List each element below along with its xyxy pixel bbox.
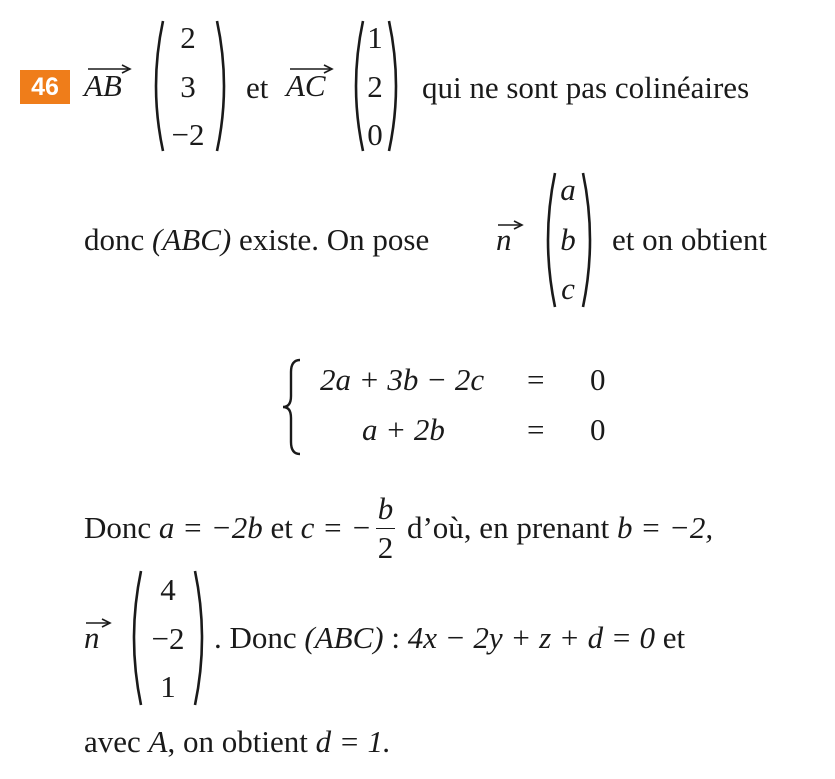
exercise-number-badge: 46: [20, 70, 70, 104]
system-row-2-rhs: 0: [590, 412, 606, 447]
plane-equation: 4x − 2y + z + d = 0: [407, 620, 655, 655]
a-expression: a = −2b: [158, 510, 263, 545]
vector-n-components: [552, 174, 584, 304]
matrix-entry: 2: [367, 68, 383, 104]
vector-n-label: n: [84, 620, 112, 656]
vector-arrow-icon: [286, 64, 336, 74]
vector-arrow-icon: [84, 64, 134, 74]
vector-n-components: [140, 574, 196, 702]
system-row-2-lhs: a + 2b: [362, 412, 445, 447]
vector-arrow-icon: [496, 220, 524, 230]
vector-arrow-icon: [84, 618, 112, 628]
matrix-entry: −2: [171, 117, 205, 152]
matrix-entry: c: [561, 271, 575, 306]
vector-ac-label: AC: [286, 68, 336, 104]
matrix-entry: 0: [367, 117, 383, 152]
system-row-2-eq: =: [527, 412, 545, 447]
matrix-entry: b: [560, 221, 576, 257]
matrix-entry: −2: [151, 620, 185, 656]
line-1-tail: qui ne sont pas colinéaires: [422, 70, 750, 105]
line-2-lead: donc (ABC) existe. On pose: [84, 222, 430, 257]
connector-et: et: [246, 70, 269, 105]
matrix-entry: 3: [180, 68, 196, 104]
left-brace: [280, 358, 304, 456]
matrix-entry: 4: [160, 572, 176, 607]
matrix-entry: 2: [180, 20, 196, 55]
b-expression: b = −2,: [617, 510, 714, 545]
vector-ab-label: AB: [84, 68, 134, 104]
d-result: d = 1.: [315, 724, 391, 759]
plane-abc: (ABC): [304, 620, 384, 655]
line-6: avec A, on obtient d = 1.: [84, 724, 391, 759]
vector-n-label: n: [496, 222, 524, 258]
matrix-entry: 1: [367, 20, 383, 55]
equation-system: [280, 352, 640, 462]
system-row-1-rhs: 0: [590, 362, 606, 397]
point-a: A: [148, 724, 168, 759]
line-4: Donc a = −2b et c = − $\frac{b}{2}$ d’où, en prenant b = −2,: [84, 490, 714, 566]
right-paren: [214, 18, 234, 154]
system-row-1-lhs: 2a + 3b − 2c: [320, 362, 485, 397]
line-2-tail: et on obtient: [612, 222, 767, 257]
vector-ab-components: [160, 22, 216, 150]
c-expression: c = −: [300, 510, 372, 545]
vector-ac-components: [360, 22, 390, 150]
matrix-entry: a: [560, 172, 576, 207]
matrix-entry: 1: [160, 669, 176, 704]
fraction-b-over-2: $\frac{b}{2}$: [377, 490, 394, 566]
system-row-1-eq: =: [527, 362, 545, 397]
plane-abc: (ABC): [152, 222, 232, 257]
line-5-text: . Donc (ABC) : 4x − 2y + z + d = 0 et: [214, 620, 686, 655]
